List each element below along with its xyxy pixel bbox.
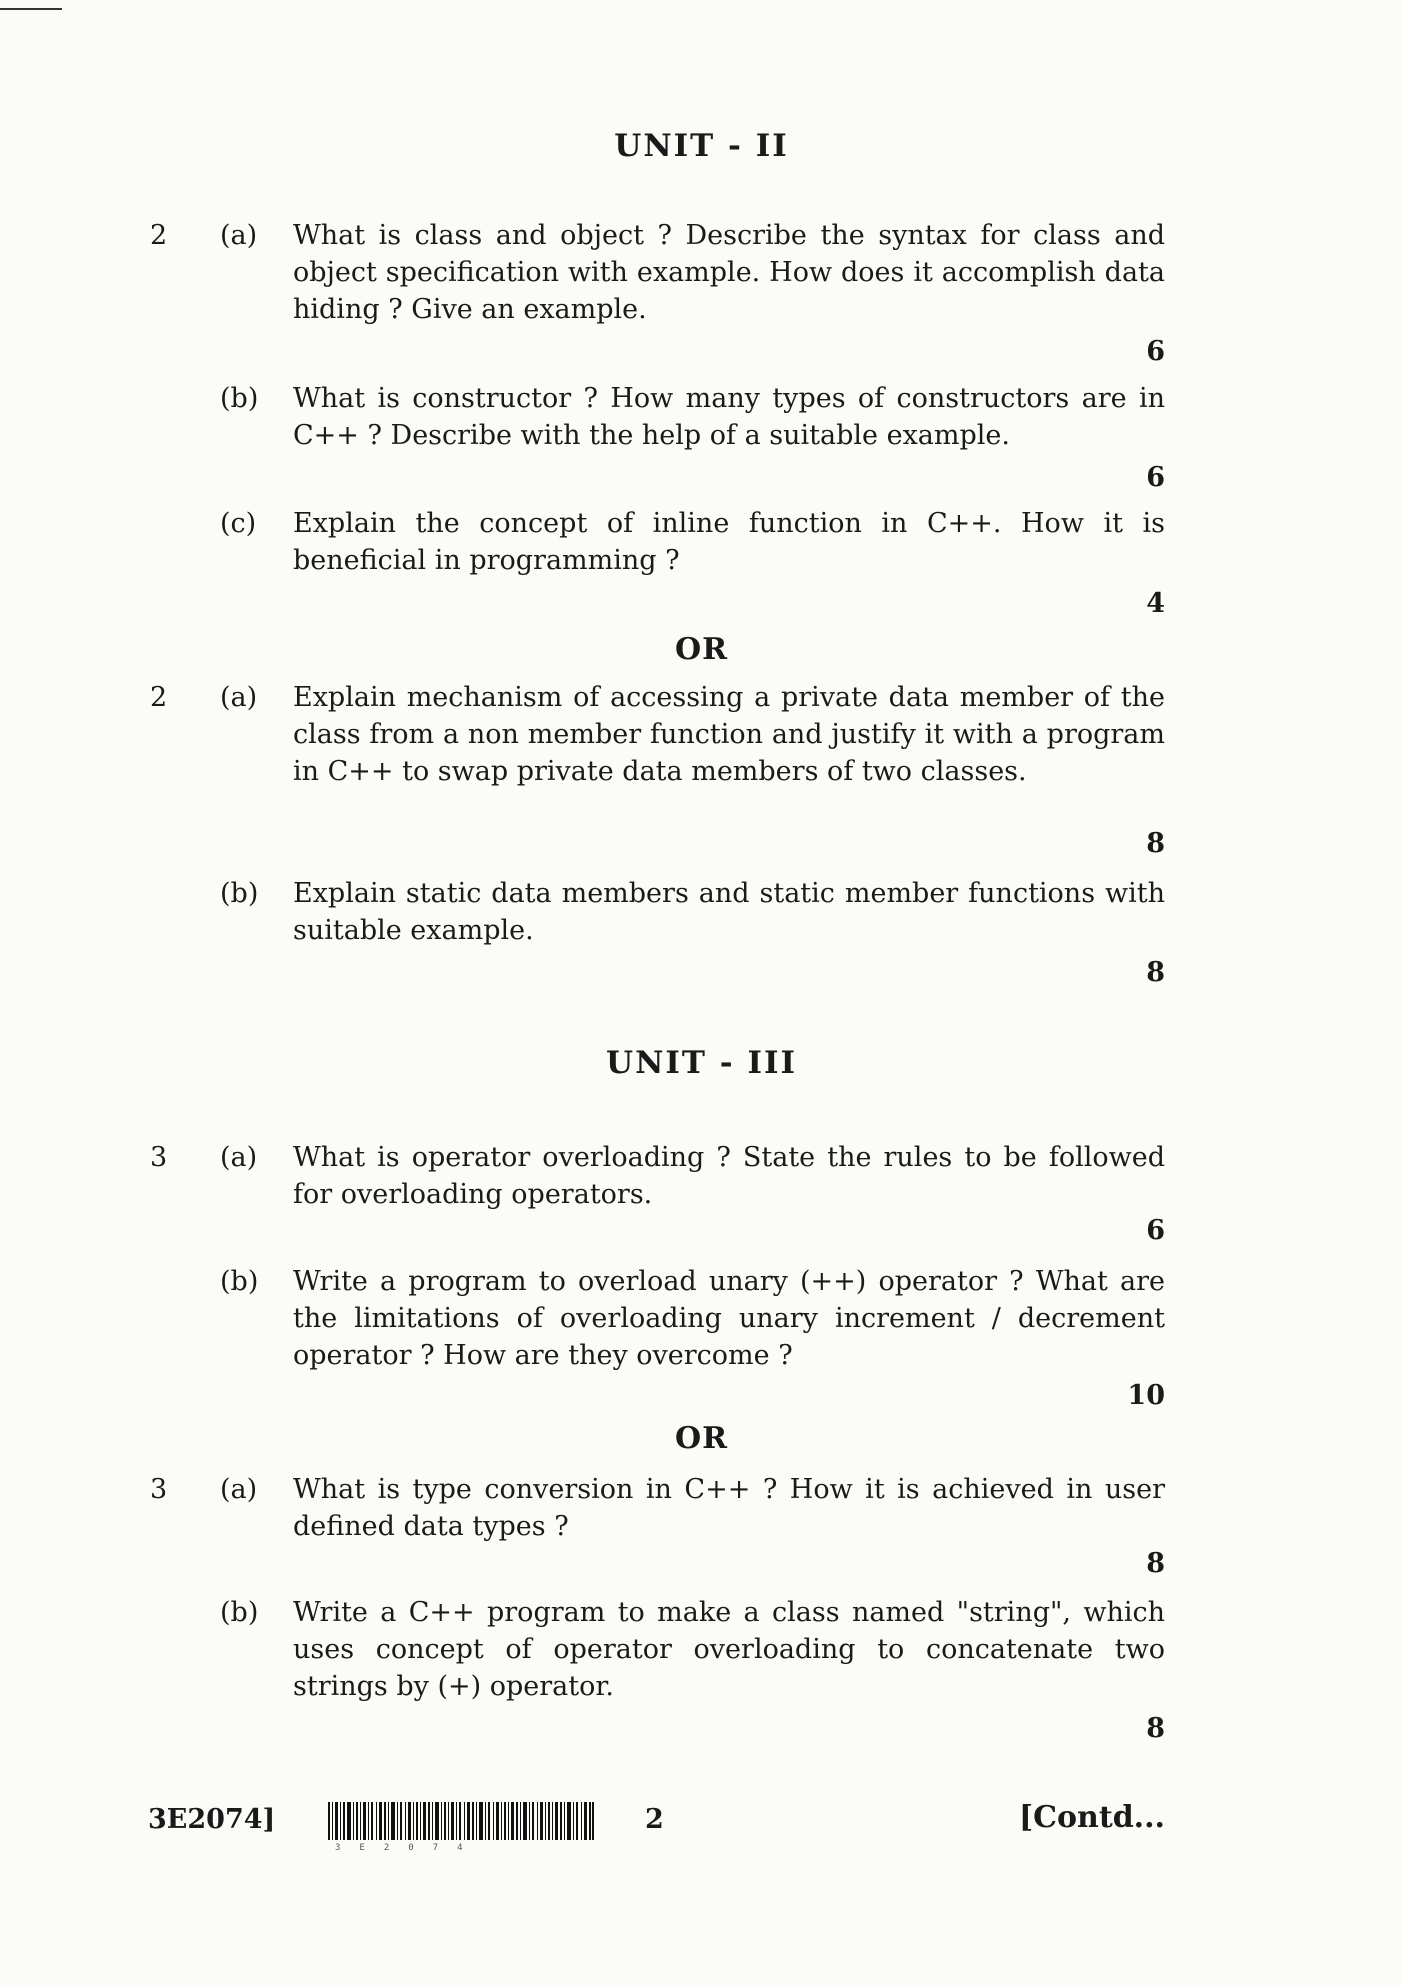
question-text: What is class and object ? Describe the syntax for class and object specification with example. How does it accomplish data hiding ? Give an example. xyxy=(293,220,1165,325)
question-marks: 6 xyxy=(1146,1215,1165,1246)
page-number: 2 xyxy=(645,1804,664,1835)
or-divider: OR xyxy=(674,1421,729,1456)
question-text: Explain static data members and static member functions with suitable example. xyxy=(293,878,1165,946)
unit-ii-heading: UNIT - II xyxy=(614,128,789,164)
question-text: What is operator overloading ? State the rules to be followed for overloading operators. xyxy=(293,1142,1165,1210)
question-part-label: (b) xyxy=(220,383,259,414)
question-marks: 8 xyxy=(1146,828,1165,859)
question-number: 2 xyxy=(150,220,168,251)
barcode-digits: 3E2074 xyxy=(335,1843,482,1853)
question-marks: 6 xyxy=(1146,462,1165,493)
barcode-icon xyxy=(328,1802,594,1840)
question-number: 3 xyxy=(150,1142,168,1173)
question-text: Explain the concept of inline function in C++. How it is beneficial in programming ? xyxy=(293,508,1165,576)
question-text: Explain mechanism of accessing a private data member of the class from a non member function and justify it with a program in C++ to swap private data members of two classes. xyxy=(293,682,1165,787)
question-part-label: (c) xyxy=(220,508,257,539)
question-marks: 8 xyxy=(1146,1713,1165,1744)
question-part-label: (b) xyxy=(220,1597,259,1628)
continued-label: [Contd... xyxy=(1018,1800,1165,1835)
question-text: Write a C++ program to make a class named "string", which uses concept of operator overloading to concatenate two strings by (+) operator. xyxy=(293,1597,1165,1702)
unit-iii-heading: UNIT - III xyxy=(606,1045,797,1081)
question-part-label: (a) xyxy=(220,682,258,713)
question-part-label: (a) xyxy=(220,1142,258,1173)
question-marks: 8 xyxy=(1146,957,1165,988)
question-part-label: (a) xyxy=(220,1474,258,1505)
question-marks: 8 xyxy=(1146,1548,1165,1579)
question-number: 2 xyxy=(150,682,168,713)
question-part-label: (b) xyxy=(220,878,259,909)
question-text: What is constructor ? How many types of constructors are in C++ ? Describe with the help of a suitable example. xyxy=(293,383,1165,451)
corner-mark xyxy=(0,8,62,10)
question-marks: 6 xyxy=(1146,336,1165,367)
question-marks: 4 xyxy=(1146,588,1165,619)
question-part-label: (b) xyxy=(220,1266,259,1297)
or-divider: OR xyxy=(674,632,729,667)
question-text: Write a program to overload unary (++) operator ? What are the limitations of overloading unary increment / decrement operator ? How are they overcome ? xyxy=(293,1266,1165,1371)
paper-code: 3E2074] xyxy=(148,1804,276,1835)
question-text: What is type conversion in C++ ? How it is achieved in user defined data types ? xyxy=(293,1474,1165,1542)
question-number: 3 xyxy=(150,1474,168,1505)
question-part-label: (a) xyxy=(220,220,258,251)
question-marks: 10 xyxy=(1127,1380,1165,1411)
